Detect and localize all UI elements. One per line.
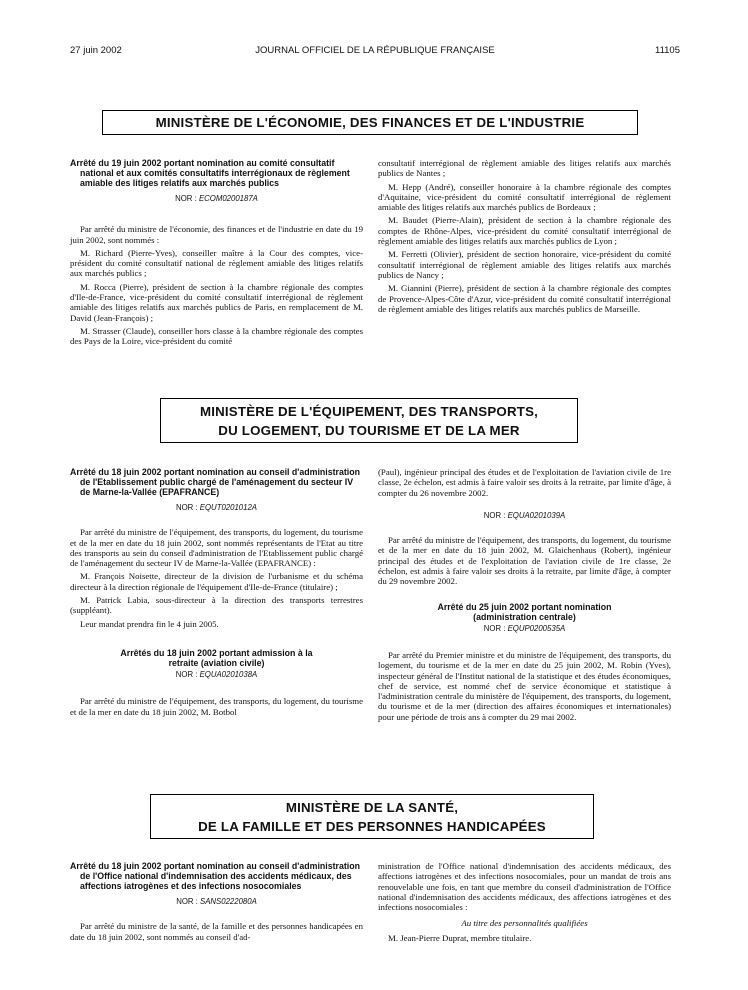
nor-label: NOR : [175,669,200,679]
left-column-equipement [70,467,363,720]
issue-date: 27 juin 2002 [70,45,122,56]
nor-label: NOR : [176,897,201,906]
right-column-economie [378,158,671,317]
nor-reference [70,670,363,680]
left-column-sante [70,861,363,945]
paragraph: Par arrêté du ministre de l'équipement, des transports, du logement, du tourisme et de la mer en date du 18 juin 2002, M. Glaichenhaus (Robert), ingénieur principal des études et de l'exploitation de l'aviation civile de 1re classe, 2e échelon, est admis à faire valoir ses droits à la retraite, par limite d'âge, à compter du 29 novembre 2002. [378,535,671,587]
decree-title: Arrêtés du 18 juin 2002 portant admission à la retraite (aviation civile) [120,647,313,668]
paragraph: Par arrêté du Premier ministre et du ministre de l'équipement, des transports, du logement, du tourisme et de la mer en date du 25 juin 2002, M. Robin (Yves), inspecteur général de l'Institut national de la statistique et des études économiques, chef de service, est nommé chef de service économique et statistique à l'administration centrale du ministère de l'équipement, des transports, du logement, du tourisme et de la mer (direction des affaires économiques et internationales) pour une période de trois ans à compter du 29 mai 2002. [378,649,671,722]
nor-label: NOR : [175,503,200,512]
nor-reference [378,624,671,634]
journal-title: JOURNAL OFFICIEL DE LA RÉPUBLIQUE FRANÇAISE [255,45,495,56]
nor-label: NOR : [483,510,508,520]
nor-code: EQUP0200535A [507,623,566,633]
section-subheading: Au titre des personnalités qualifiées [461,918,588,929]
paragraph: M. Richard (Pierre-Yves), conseiller maître à la Cour des comptes, vice-président du comité consultatif national de règlement amiable des litiges relatifs aux marchés publics ; [70,247,363,279]
decree-title: Arrêté du 18 juin 2002 portant nomination au conseil d'administration de l'Office national d'indemnisation des accidents médicaux, des affections iatrogènes et des infections nosocomiales [70,861,360,891]
paragraph: M. Jean-Pierre Duprat, membre titulaire. [388,932,532,943]
right-column-sante [378,861,671,946]
paragraph: Par arrêté du ministre de l'équipement, des transports, du logement, du tourisme et de la mer en date du 18 juin 2002, sont nommés représentants de l'Etat au titre des transports au sein du conseil d'administration de l'Etablissement public chargé de l'aménagement du secteur IV de Marne-la-Vallée (EPAFRANCE) : [70,527,363,569]
paragraph: Par arrêté du ministre de la santé, de la famille et des personnes handicapées en date du 18 juin 2002, sont nommés au conseil d'ad- [70,921,363,942]
nor-code: EQUA0201038A [199,669,258,679]
decree-title: Arrêté du 18 juin 2002 portant nomination au conseil d'administration de l'Etablissement public chargé de l'aménagement du secteur IV de Marne-la-Vallée (EPAFRANCE) [70,467,360,497]
paragraph: M. Hepp (André), conseiller honoraire à la chambre régionale des comptes d'Aquitaine, vice-président du comité consultatif interrégional de règlement amiable des litiges relatifs aux marchés publics de Bordeaux ; [378,181,671,213]
paragraph: M. Ferretti (Olivier), président de section honoraire, vice-président du comité consultatif interrégional de règlement amiable des litiges relatifs aux marchés publics de Nancy ; [378,249,671,280]
page-header [70,45,680,59]
ministry-heading-line: DE LA FAMILLE ET DES PERSONNES HANDICAPÉES [198,818,546,834]
nor-label: NOR : [175,194,199,203]
paragraph: M. François Noisette, directeur de la division de l'urbanisme et du schéma directeur à la direction régionale de l'équipement d'Ile-de-France (titulaire) ; [70,571,363,592]
ministry-heading-economie [102,110,638,135]
nor-code: ECOM0200187A [198,194,258,203]
nor-code: EQUA0201039A [507,510,566,520]
left-column-economie [70,158,363,350]
page-number: 11105 [654,45,680,56]
ministry-heading-line: DU LOGEMENT, DU TOURISME ET DE LA MER [218,422,520,438]
ministry-heading-sante [150,794,594,839]
decree-title: Arrêté du 19 juin 2002 portant nomination au comité consultatif national et aux comités consultatifs interrégionaux de règlement amiable des litiges relatifs aux marchés publics [70,158,350,188]
paragraph: M. Giannini (Pierre), président de section à la chambre régionale des comptes de Provence-Alpes-Côte d'Azur, vice-président du comité consultatif interrégional de règlement amiable des litiges relatifs aux marchés publics de Marseille. [378,283,671,314]
nor-reference [70,503,363,513]
nor-label: NOR : [483,623,508,633]
paragraph: (Paul), ingénieur principal des études et de l'exploitation de l'aviation civile de 1re classe, 2e échelon, est admis à faire valoir ses droits à la retraite, par limite d'âge, à compter du 26 novembre 2002. [378,467,671,498]
right-column-equipement [378,467,671,725]
nor-reference [70,194,363,204]
paragraph: M. Rocca (Pierre), président de section à la chambre régionale des comptes d'Ile-de-France, vice-président du comité consultatif interrégional de règlement amiable des litiges relatifs aux marchés publics de Paris, en remplacement de M. David (Jean-François) ; [70,281,363,323]
ministry-heading-equipement [160,398,578,443]
nor-reference [70,897,363,907]
paragraph: M. Strasser (Claude), conseiller hors classe à la chambre régionale des comptes des Pays de la Loire, vice-président du comité [70,325,363,347]
nor-code: EQUT0201012A [199,503,258,512]
nor-code: SANS0222080A [200,897,257,906]
paragraph: Par arrêté du ministre de l'équipement, des transports, du logement, du tourisme et de la mer en date du 18 juin 2002, M. Botbol [70,696,363,717]
nor-reference [378,511,671,521]
paragraph: Par arrêté du ministre de l'économie, des finances et de l'industrie en date du 19 juin 2002, sont nommés : [70,224,363,245]
ministry-heading-line: MINISTÈRE DE L'ÉQUIPEMENT, DES TRANSPORTS, [199,403,539,419]
ministry-heading-line: MINISTÈRE DE LA SANTÉ, [285,799,459,815]
decree-title: Arrêté du 25 juin 2002 portant nomination (administration centrale) [437,601,612,622]
paragraph: Leur mandat prendra fin le 4 juin 2005. [80,618,219,629]
paragraph: consultatif interrégional de règlement amiable des litiges relatifs aux marchés publics de Nantes ; [378,158,671,179]
ministry-heading-line: MINISTÈRE DE L'ÉCONOMIE, DES FINANCES ET DE L'INDUSTRIE [155,115,585,130]
paragraph: M. Baudet (Pierre-Alain), président de section à la chambre régionale des comptes de Rhône-Alpes, vice-président du comité consultatif interrégional de règlement amiable des litiges relatifs aux marchés publics de Lyon ; [378,215,671,247]
paragraph: M. Patrick Labia, sous-directeur à la direction des transports terrestres (suppléant). [70,595,363,616]
paragraph: ministration de l'Office national d'indemnisation des accidents médicaux, des affections iatrogènes et des infections nosocomiales, pour un mandat de trois ans renouvelable une fois, en tant que membre du conseil d'administration de l'Office national d'indemnisation des accidents médicaux, des affections iatrogènes et des infections nosocomiales : [378,861,671,913]
